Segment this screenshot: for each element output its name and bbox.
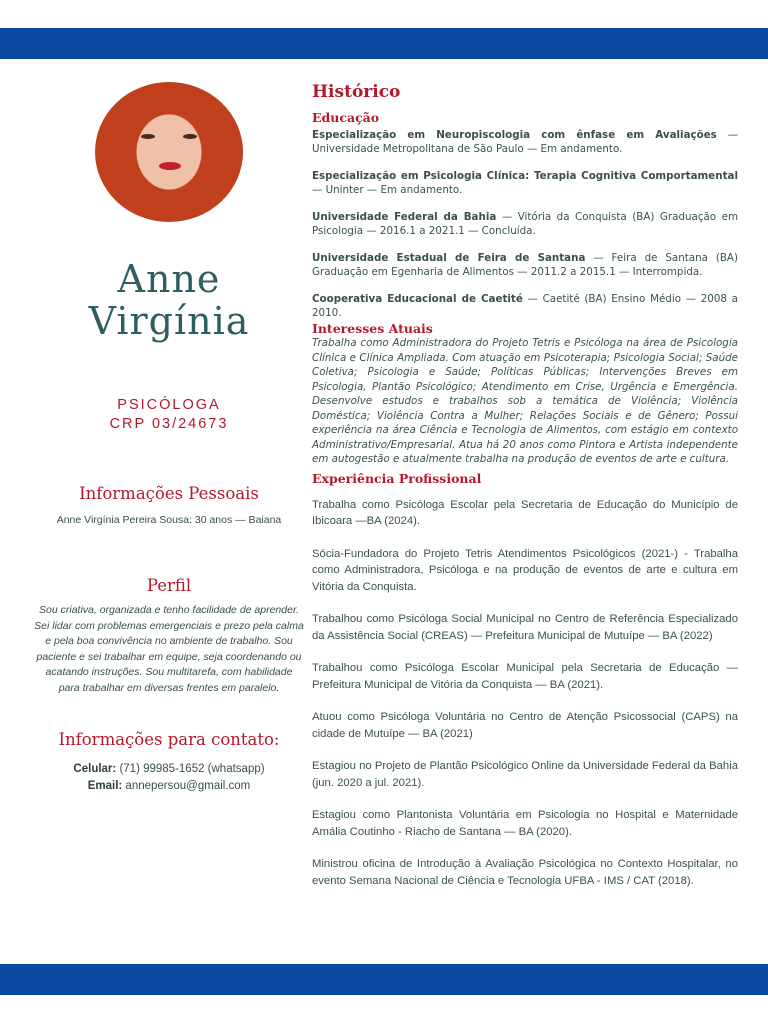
interests-text: Trabalha como Administradora do Projeto Tetris e Psicóloga na área de Psicologia Clínica e Clínica Ampliada. Com atuação em Psicoterapia; Psicologia Social; Saúde Coletiva; Psicologia e Saúde; Políticas Públicas; Intervenções Breves em Psicologia, Plantão Psicológico; Atendimento em Crise, Urgência e Emergência. Desenvolve estudos e trabalhos sob a temática de Violência; Violência Doméstica; Violência Contra a Mulher; Relações Sociais e de Gênero; Possui experiência na área Ciência e Tecnologia de Alimentos, com estágio em contexto Administrativo/Empresarial. Atua há 20 anos como Pintora e Artista independente em autogestão e atualmente trabalha na produção de eventos de arte e cultura.	[312, 337, 738, 465]
history-heading: Histórico	[312, 82, 401, 102]
education-institution: Especialização em Psicologia Clínica: Terapia Cognitiva Comportamental	[312, 170, 738, 182]
personal-info-heading: Informações Pessoais	[79, 484, 259, 503]
interests-heading: Interesses Atuais	[312, 321, 433, 336]
personal-info-text: Anne Virgínia Pereira Sousa: 30 anos — Baiana	[56, 514, 282, 526]
crp-number: CRP 03/24673	[109, 416, 229, 432]
photo-eye-left	[141, 134, 155, 139]
education-detail: — Feira de Santana (BA) Graduação em Egenharia de Alimentos — 2011.2 a 2015.1 — Interrompida.	[312, 252, 738, 278]
education-item	[312, 293, 738, 320]
top-band	[0, 28, 768, 59]
education-item	[312, 211, 738, 238]
email-value[interactable]: annepersou@gmail.com	[122, 780, 251, 792]
phone-value[interactable]: (71) 99985-1652 (whatsapp)	[116, 763, 265, 775]
education-institution: Universidade Federal da Bahia	[312, 211, 497, 223]
education-detail: — Caetité (BA) Ensino Médio — 2008 a 2010.	[312, 293, 738, 319]
email-label: Email:	[87, 780, 123, 792]
person-name	[30, 258, 308, 342]
experience-item: Trabalhou como Psicóloga Escolar Municipal pela Secretaria de Educação — Prefeitura Municipal de Vitória da Conquista — BA (2021).	[312, 662, 738, 691]
education-institution: Cooperativa Educacional de Caetité	[312, 293, 523, 305]
contact-heading: Informações para contato:	[58, 730, 280, 749]
experience-item: Atuou como Psicóloga Voluntária no Centro de Atenção Psicossocial (CAPS) na cidade de Mutuípe — BA (2021)	[312, 711, 738, 740]
name-last: Virgínia	[88, 299, 250, 343]
phone-label: Celular:	[73, 763, 117, 775]
right-column	[312, 82, 738, 889]
profile-text: Sou criativa, organizada e tenho facilidade de aprender. Sei lidar com problemas emergenciais e prezo pela calma e pela boa convivência no ambiente de trabalho. Sou paciente e sei trabalhar em equipe, seja coordenando ou acatando instruções. Sou multitarefa, com habilidade para trabalhar em diversas frentes em paralelo.	[34, 604, 304, 694]
education-item	[312, 170, 738, 197]
education-detail: — Vitória da Conquista (BA) Graduação em Psicologia — 2016.1 a 2021.1 — Concluída.	[312, 211, 738, 237]
phone-line	[30, 761, 308, 778]
photo-lips	[159, 162, 181, 170]
education-heading: Educação	[312, 110, 380, 125]
experience-item: Estagiou como Plantonista Voluntária em Psicologia no Hospital e Maternidade Amália Coutinho - Riacho de Santana — BA (2020).	[312, 809, 738, 838]
profile-photo	[95, 82, 243, 222]
photo-eye-right	[183, 134, 197, 139]
role-title: PSICÓLOGA	[117, 397, 221, 413]
education-detail: — Universidade Metropolitana de São Paulo — Em andamento.	[312, 129, 738, 155]
email-line	[30, 778, 308, 795]
name-first: Anne	[117, 257, 221, 301]
experience-heading: Experiência Profissional	[312, 470, 482, 486]
role-block	[30, 396, 308, 434]
experience-item: Trabalhou como Psicóloga Social Municipal no Centro de Referência Especializado da Assistência Social (CREAS) — Prefeitura Municipal de Mutuípe — BA (2022)	[312, 613, 738, 642]
education-institution: Especialização em Neuropiscologia com ênfase em Avaliações	[312, 129, 717, 141]
experience-item: Sócia-Fundadora do Projeto Tetris Atendimentos Psicológicos (2021-) - Trabalha como Administradora, Psicóloga e na produção de eventos de arte e cultura em Vitória da Conquista.	[312, 547, 738, 593]
profile-heading: Perfil	[146, 576, 192, 595]
bottom-band	[0, 964, 768, 995]
education-item	[312, 129, 738, 156]
education-detail: — Uninter — Em andamento.	[312, 183, 463, 196]
left-column	[30, 82, 308, 795]
education-item	[312, 252, 738, 279]
experience-item: Trabalha como Psicóloga Escolar pela Secretaria de Educação do Município de Ibicoara —BA (2024).	[312, 498, 738, 527]
education-institution: Universidade Estadual de Feira de Santana	[312, 252, 586, 264]
experience-item: Estagiou no Projeto de Plantão Psicológico Online da Universidade Federal da Bahia (jun. 2020 a jul. 2021).	[312, 760, 738, 789]
experience-item: Ministrou oficina de Introdução à Avaliação Psicológica no Contexto Hospitalar, no evento Semana Nacional de Ciência e Tecnologia UFBA - IMS / CAT (2018).	[312, 858, 738, 887]
